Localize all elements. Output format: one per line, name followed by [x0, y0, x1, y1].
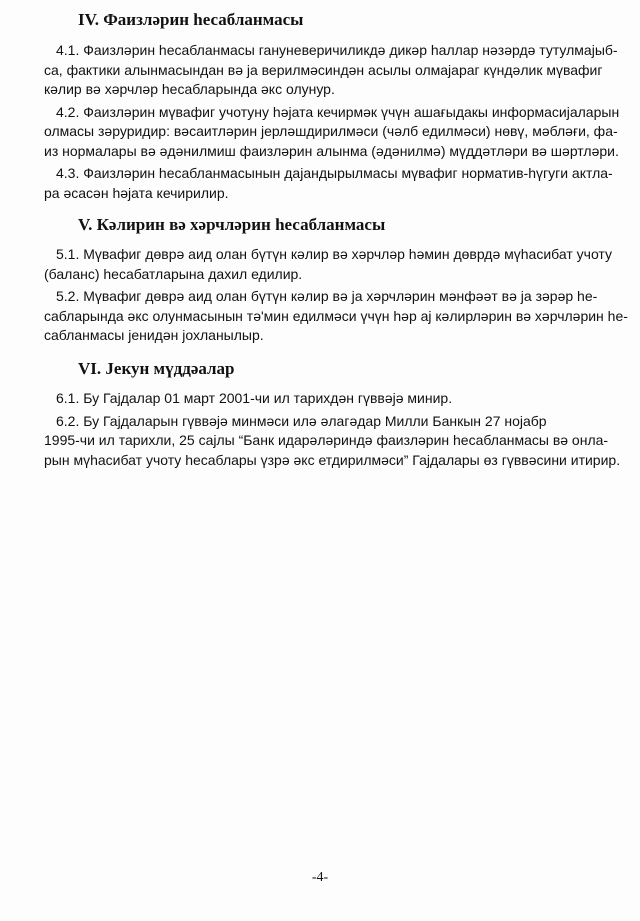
text-line: кәлир вә хәрчләр һесабларында әкс олунур. [44, 81, 335, 97]
paragraph-4-2 [44, 103, 620, 162]
text-line: 1995-чи ил тарихли, 25 сајлы “Банк идарәләриндә фаизләрин һесабланмасы вә онла- [44, 432, 609, 448]
section-heading: V. Кәлирин вә хәрчләрин һесабланмасы [78, 215, 386, 234]
section-heading: VI. Јекун мүддәалар [78, 359, 235, 378]
paragraph-6-1 [44, 389, 610, 409]
section-iv [44, 9, 620, 203]
section-heading: IV. Фаизләрин һесабланмасы [78, 10, 304, 29]
text-line: ра әсасән һәјата кечирилир. [44, 184, 229, 201]
paragraph-4-3 [44, 164, 613, 203]
text-line: из нормалары вә әдәнилмиш фаизләрин алынма (әдәнилмә) мүддәтләри вә шәртләри. [44, 142, 619, 159]
text-line: 5.1. Мүвафиг дөврә аид олан бүтүн кәлир вә хәрчләр һәмин дөврдә мүһасибат учоту [56, 246, 612, 262]
paragraph-5-1 [44, 245, 610, 284]
page-number: -4- [311, 870, 329, 885]
paragraph-4-1 [44, 41, 618, 100]
text-line: 4.1. Фаизләрин һесабланмасы гануневеричиликдә дикәр һаллар нәзәрдә тутулмајыб- [56, 42, 618, 58]
text-line: 4.2. Фаизләрин мүвафиг учотуну һәјата кечирмәк үчүн ашағыдакы информасијаларын [56, 103, 620, 120]
text-line: рын мүһасибат учоту һесаблары үзрә әкс етдирилмәси” Гајдалары өз гүввәсини итирир. [44, 451, 621, 468]
paragraph-5-2 [44, 287, 628, 346]
text-line: (баланс) һесабатларына дахил едилир. [44, 265, 303, 282]
text-line: олмасы зәруридир: вәсаитләрин јерләшдирилмәси (чәлб едилмәси) нөвү, мәбләғи, фа- [44, 123, 618, 139]
text-line: 5.2. Мүвафиг дөврә аид олан бүтүн кәлир вә ја хәрчләрин мәнфәәт вә ја зәрәр һе- [56, 288, 598, 304]
section-v [44, 214, 628, 346]
text-line: са, фактики алынмасындан вә ја верилмәсиндән асылы олмајараг күндәлик мүвафиг [44, 61, 603, 78]
text-line: 6.2. Бу Гајдаларын гүввәјә минмәси илә әлагәдар Милли Банкын 27 нојабр [56, 412, 547, 429]
text-line: сабларында әкс олунмасынын тә'мин едилмәси үчүн һәр ај кәлирләрин вә хәрчләрин һе- [44, 307, 628, 324]
text-line: 4.3. Фаизләрин һесабланмасынын дајандырылмасы мүвафиг норматив-һүгуги актла- [56, 165, 613, 181]
text-line: сабланмасы јенидән јохланылыр. [44, 327, 264, 343]
text-line: 6.1. Бу Гајдалар 01 март 2001-чи ил тарихдән гүввәјә минир. [56, 390, 453, 406]
paragraph-6-2 [44, 412, 621, 471]
section-vi [44, 358, 621, 470]
